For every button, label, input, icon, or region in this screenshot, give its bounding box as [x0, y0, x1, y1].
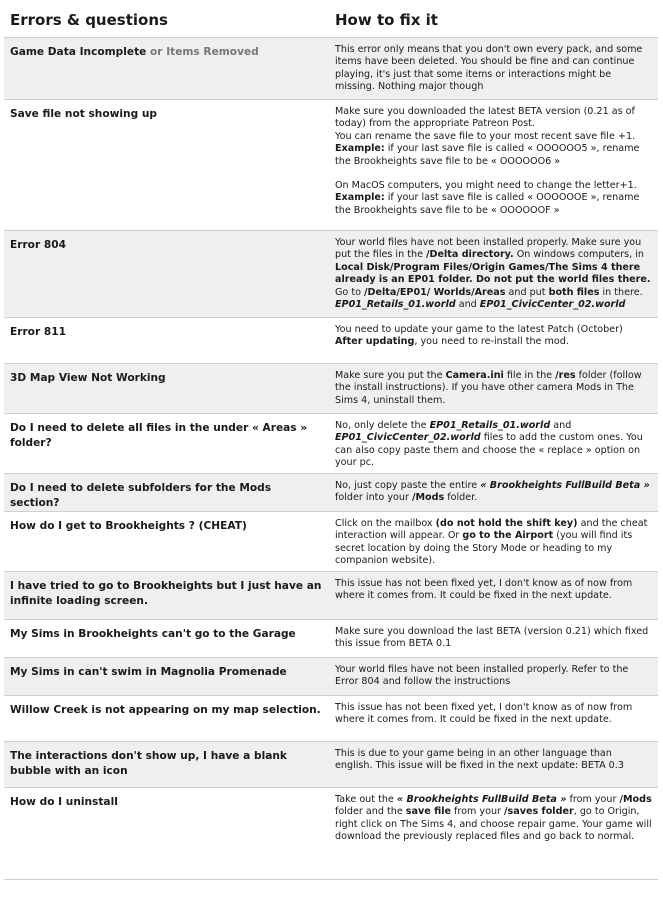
- question-cell: The interactions don't show up, I have a blank bubble with an icon: [4, 742, 329, 788]
- answer-text: from your: [566, 794, 620, 805]
- answer-text: (you will find its secret location by doing the Story Mode or heading to my companion website).: [335, 530, 633, 567]
- answer-bold-italic: « Brookheights FullBuild Beta »: [396, 794, 567, 805]
- table-row: [4, 100, 658, 231]
- answer-text: Make sure you downloaded the latest BETA version (0.21 as of today) from the appropriate Patreon Post.: [335, 106, 635, 130]
- answer-bold-italic: EP01_Retails_01.world: [335, 299, 456, 311]
- answer-text: folder into your: [335, 492, 412, 504]
- answer-example: [335, 192, 652, 217]
- answer-bold: /Delta directory.: [426, 249, 514, 261]
- example-text: if your last save file is called « OOOOOOE », rename the Brookheights save file to be « OOOOOOF »: [335, 192, 640, 216]
- answer-bold: save file: [405, 806, 451, 818]
- answer-text: Go to: [335, 286, 365, 298]
- answer-text: file in the: [503, 370, 556, 381]
- answer-cell: [329, 474, 658, 512]
- answer-text: Take out the: [335, 794, 397, 805]
- table-row: [4, 742, 658, 788]
- table-header-row: [4, 4, 658, 38]
- table-row: [4, 572, 658, 620]
- answer-bold-italic: EP01_Retails_01.world: [429, 420, 551, 431]
- answer-cell: [329, 512, 658, 572]
- answer-text: and the cheat interaction will appear. Or: [335, 518, 648, 542]
- answer-text: folder and the: [335, 806, 406, 818]
- question-cell: How do I uninstall: [4, 788, 329, 880]
- question-cell: Do I need to delete subfolders for the Mods section?: [4, 474, 329, 512]
- question-cell: My Sims in can't swim in Magnolia Promenade: [4, 658, 329, 696]
- answer-text: and: [455, 299, 480, 311]
- answer-bold: (do not hold the shift key): [435, 518, 578, 529]
- answer-cell: [329, 318, 658, 364]
- question-text: Game Data Incomplete: [10, 46, 147, 58]
- table-row: [4, 318, 658, 364]
- answer-text: files to add the custom ones. You can also copy paste them and choose the « replace » option on your pc.: [335, 432, 643, 469]
- answer-bold-italic: « Brookheights FullBuild Beta »: [480, 480, 650, 491]
- table-row: [4, 788, 658, 880]
- answer-cell: This issue has not been fixed yet, I don't know as of now from where it comes from. It could be fixed in the next update.: [329, 572, 658, 620]
- question-cell: Error 811: [4, 318, 329, 364]
- question-muted-text: or Items Removed: [146, 46, 259, 58]
- answer-text: folder (follow the install instructions). If you have other camera Mods in The Sims 4, uninstall them.: [335, 370, 642, 406]
- answer-cell: This issue has not been fixed yet, I don't know as of now from where it comes from. It could be fixed in the next update.: [329, 696, 658, 742]
- answer-line: [335, 336, 652, 348]
- answer-bold-italic: EP01_CivicCenter_02.world: [335, 432, 481, 444]
- answer-bold: /Mods: [411, 492, 445, 504]
- question-cell: I have tried to go to Brookheights but I just have an infinite loading screen.: [4, 572, 329, 620]
- table-row: [4, 696, 658, 742]
- answer-cell: [329, 788, 658, 880]
- answer-bold: Local Disk/Program Files/Origin Games/The Sims 4 there already is an EP01 folder. Do not put the world files there.: [335, 261, 651, 286]
- answer-text: You need to update your game to the latest Patch (October): [335, 324, 623, 335]
- answer-bold: go to the Airport: [462, 530, 554, 542]
- question-cell: 3D Map View Not Working: [4, 364, 329, 414]
- answer-bold: /Delta/EP01/ Worlds/Areas: [364, 286, 506, 298]
- answer-text: On windows computers, in: [513, 249, 644, 261]
- question-cell: How do I get to Brookheights ? (CHEAT): [4, 512, 329, 572]
- answer-cell: Your world files have not been installed properly. Refer to the Error 804 and follow the instructions: [329, 658, 658, 696]
- question-cell: [4, 38, 329, 100]
- answer-text: and put: [505, 286, 549, 298]
- answer-bold: /res: [555, 370, 576, 381]
- table-row: [4, 620, 658, 658]
- question-cell: Error 804: [4, 231, 329, 318]
- answer-text: Your world files have not been installed properly. Make sure you put the files in the: [335, 237, 642, 261]
- answer-cell: [329, 414, 658, 474]
- answer-cell: [329, 100, 658, 231]
- answer-text: No, just copy paste the entire: [335, 480, 481, 491]
- answer-text: and: [550, 420, 572, 431]
- column-header-errors: Errors & questions: [4, 4, 329, 38]
- answer-text: in there.: [599, 286, 643, 298]
- question-cell: Willow Creek is not appearing on my map selection.: [4, 696, 329, 742]
- answer-cell: This error only means that you don't own every pack, and some items have been deleted. You should be fine and can continue playing, it's just that some items or interactions might be missing. Nothing major though: [329, 38, 658, 100]
- answer-bold: both files: [548, 286, 600, 298]
- answer-cell: This is due to your game being in an other language than english. This issue will be fixed in the next update: BETA 0.3: [329, 742, 658, 788]
- question-cell: My Sims in Brookheights can't go to the Garage: [4, 620, 329, 658]
- answer-text: from your: [451, 806, 505, 818]
- answer-cell: [329, 364, 658, 414]
- answer-text: , you need to re-install the mod.: [414, 336, 569, 348]
- answer-bold-italic: EP01_CivicCenter_02.world: [479, 299, 626, 311]
- answer-text: You can rename the save file to your most recent save file +1.: [335, 130, 636, 142]
- table-row: [4, 512, 658, 572]
- answer-bold: /Mods: [619, 794, 652, 805]
- answer-text: No, only delete the: [335, 420, 430, 431]
- answer-text: Click on the mailbox: [335, 518, 436, 529]
- table-row: [4, 38, 658, 100]
- answer-text: folder.: [444, 492, 478, 504]
- question-cell: Do I need to delete all files in the under « Areas » folder?: [4, 414, 329, 474]
- table-row: [4, 474, 658, 512]
- answer-example: [335, 143, 652, 168]
- faq-table: [4, 4, 658, 880]
- answer-cell: Make sure you download the last BETA (version 0.21) which fixed this issue from BETA 0.1: [329, 620, 658, 658]
- table-row: [4, 658, 658, 696]
- example-label: Example:: [335, 143, 385, 155]
- question-cell: Save file not showing up: [4, 100, 329, 231]
- answer-bold: After updating: [335, 336, 415, 348]
- table-row: [4, 414, 658, 474]
- answer-bold: Camera.ini: [445, 370, 504, 381]
- table-row: [4, 231, 658, 318]
- answer-text: , go to Origin, right click on The Sims 4, and choose repair game. Your game will download the previously replaced files and go back to normal.: [335, 806, 652, 843]
- example-text: if your last save file is called « OOOOOO5 », rename the Brookheights save file to be « OOOOOO6 »: [335, 143, 640, 167]
- answer-cell: [329, 231, 658, 318]
- column-header-fix: How to fix it: [329, 4, 658, 38]
- example-label: Example:: [335, 192, 385, 204]
- answer-bold: /saves folder: [504, 806, 574, 818]
- table-row: [4, 364, 658, 414]
- answer-text: Make sure you put the: [335, 370, 446, 381]
- answer-text: On MacOS computers, you might need to change the letter+1.: [335, 180, 637, 192]
